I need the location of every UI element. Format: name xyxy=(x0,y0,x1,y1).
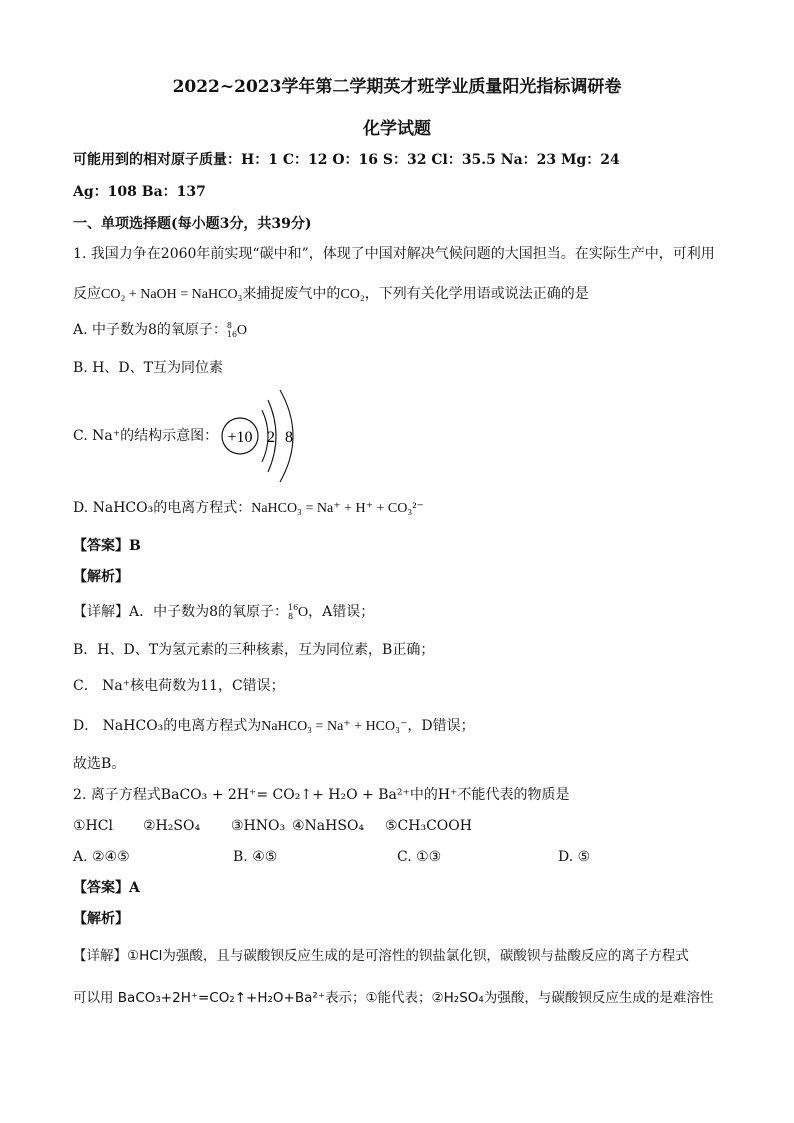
q1-detail-c: C． Na⁺核电荷数为11，C错误； xyxy=(73,678,285,694)
q2-item-3: ③HNO₃ xyxy=(231,818,286,834)
q1-stem-equation: CO₂ + NaOH = NaHCO₃ xyxy=(101,287,243,302)
q1-detail-a-nuclide xyxy=(288,602,298,622)
q1-detail-a-sup: 16 xyxy=(288,603,299,612)
q1-stem-pre: 反应 xyxy=(73,286,101,302)
q1-stem-post: ，下列有关化学用语或说法正确的是 xyxy=(364,286,589,302)
q1-option-d xyxy=(73,498,424,519)
q1-option-a-sub: 16 xyxy=(226,330,238,339)
shell-2-electrons: 8 xyxy=(285,429,293,446)
atomic-mass-line-2: Ag：108 Ba：137 xyxy=(73,184,206,200)
q1-detail-a-element: O xyxy=(298,605,309,620)
q1-detail-d-equation: NaHCO₃ = Na⁺ + HCO₃⁻ xyxy=(261,719,408,734)
page-title: 2022~2023学年第二学期英才班学业质量阳光指标调研卷 xyxy=(172,77,622,97)
q1-detail-b: B．H、D、T为氢元素的三种核素，互为同位素，B正确； xyxy=(73,642,435,658)
atomic-mass-line-1: 可能用到的相对原子质量：H：1 C：12 O：16 S：32 Cl：35.5 Na：23 Mg：24 xyxy=(73,152,620,168)
q2-choice-c: C. ①③ xyxy=(397,849,442,865)
q1-stem-co2: CO₂ xyxy=(340,287,365,302)
q1-conclusion: 故选B。 xyxy=(73,756,126,772)
q1-option-a xyxy=(73,320,247,341)
q1-stem-mid: 来捕捉废气中的 xyxy=(242,286,341,302)
q1-stem-line-2 xyxy=(73,284,589,305)
q1-option-d-equation: NaHCO₃ = Na⁺ + H⁺ + CO₃²⁻ xyxy=(251,501,424,516)
q1-detail-a-sub: 8 xyxy=(288,612,294,621)
q1-detail-a-post: ，A错误； xyxy=(308,604,375,620)
q2-item-1: ①HCl xyxy=(73,818,113,834)
q1-option-b: B. H、D、T互为同位素 xyxy=(73,360,223,376)
page-subtitle: 化学试题 xyxy=(363,119,431,139)
q1-option-a-element: O xyxy=(236,323,248,338)
shell-1-electrons: 2 xyxy=(267,429,275,446)
q2-choice-d: D. ⑤ xyxy=(558,849,591,865)
q2-choice-a: A. ②④⑤ xyxy=(73,849,130,865)
q1-answer: 【答案】B xyxy=(73,538,141,554)
q1-stem-line-1: 1. 我国力争在2060年前实现“碳中和”，体现了中国对解决气候问题的大国担当。在实际生产中，可利用 xyxy=(73,246,715,262)
q1-analysis-label: 【解析】 xyxy=(73,569,129,585)
q1-option-a-nuclide xyxy=(227,320,237,340)
q1-option-a-sup: 8 xyxy=(226,321,233,330)
q2-stem: 2. 离子方程式BaCO₃ + 2H⁺= CO₂↑+ H₂O + Ba²⁺中的H⁺不能代表的物质是 xyxy=(73,787,570,803)
q2-item-2: ②H₂SO₄ xyxy=(143,818,201,834)
q2-item-5: ⑤CH₃COOH xyxy=(385,818,472,834)
q2-detail-line-2: 可以用 BaCO₃+2H⁺=CO₂↑+H₂O+Ba²⁺表示；①能代表；②H₂SO₄为强酸，与碳酸钡反应生成的是难溶性 xyxy=(73,990,714,1006)
nucleus-charge: +10 xyxy=(227,429,253,446)
q1-detail-a xyxy=(73,602,374,623)
q1-detail-a-pre: 【详解】A．中子数为8的氧原子： xyxy=(73,604,289,620)
q1-detail-d-pre: D． NaHCO₃的电离方程式为 xyxy=(73,718,262,734)
sodium-ion-structure-diagram xyxy=(210,386,320,486)
q1-detail-d-post: ，D错误； xyxy=(407,718,475,734)
q1-option-c-text: C. Na⁺的结构示意图： xyxy=(73,428,219,444)
q2-choice-b: B. ④⑤ xyxy=(233,849,278,865)
section-heading: 一、单项选择题(每小题3分，共39分) xyxy=(73,216,312,232)
q1-option-a-text: A. 中子数为8的氧原子： xyxy=(73,322,227,338)
q1-detail-d xyxy=(73,716,475,737)
q1-option-d-text: D. NaHCO₃的电离方程式： xyxy=(73,500,252,516)
q2-analysis-label: 【解析】 xyxy=(73,911,129,927)
q2-detail-line-1: 【详解】①HCl为强酸，且与碳酸钡反应生成的是可溶性的钡盐氯化钡，碳酸钡与盐酸反应的离子方程式 xyxy=(73,948,689,964)
q2-answer: 【答案】A xyxy=(73,880,140,896)
q2-item-4: ④NaHSO₄ xyxy=(292,818,365,834)
